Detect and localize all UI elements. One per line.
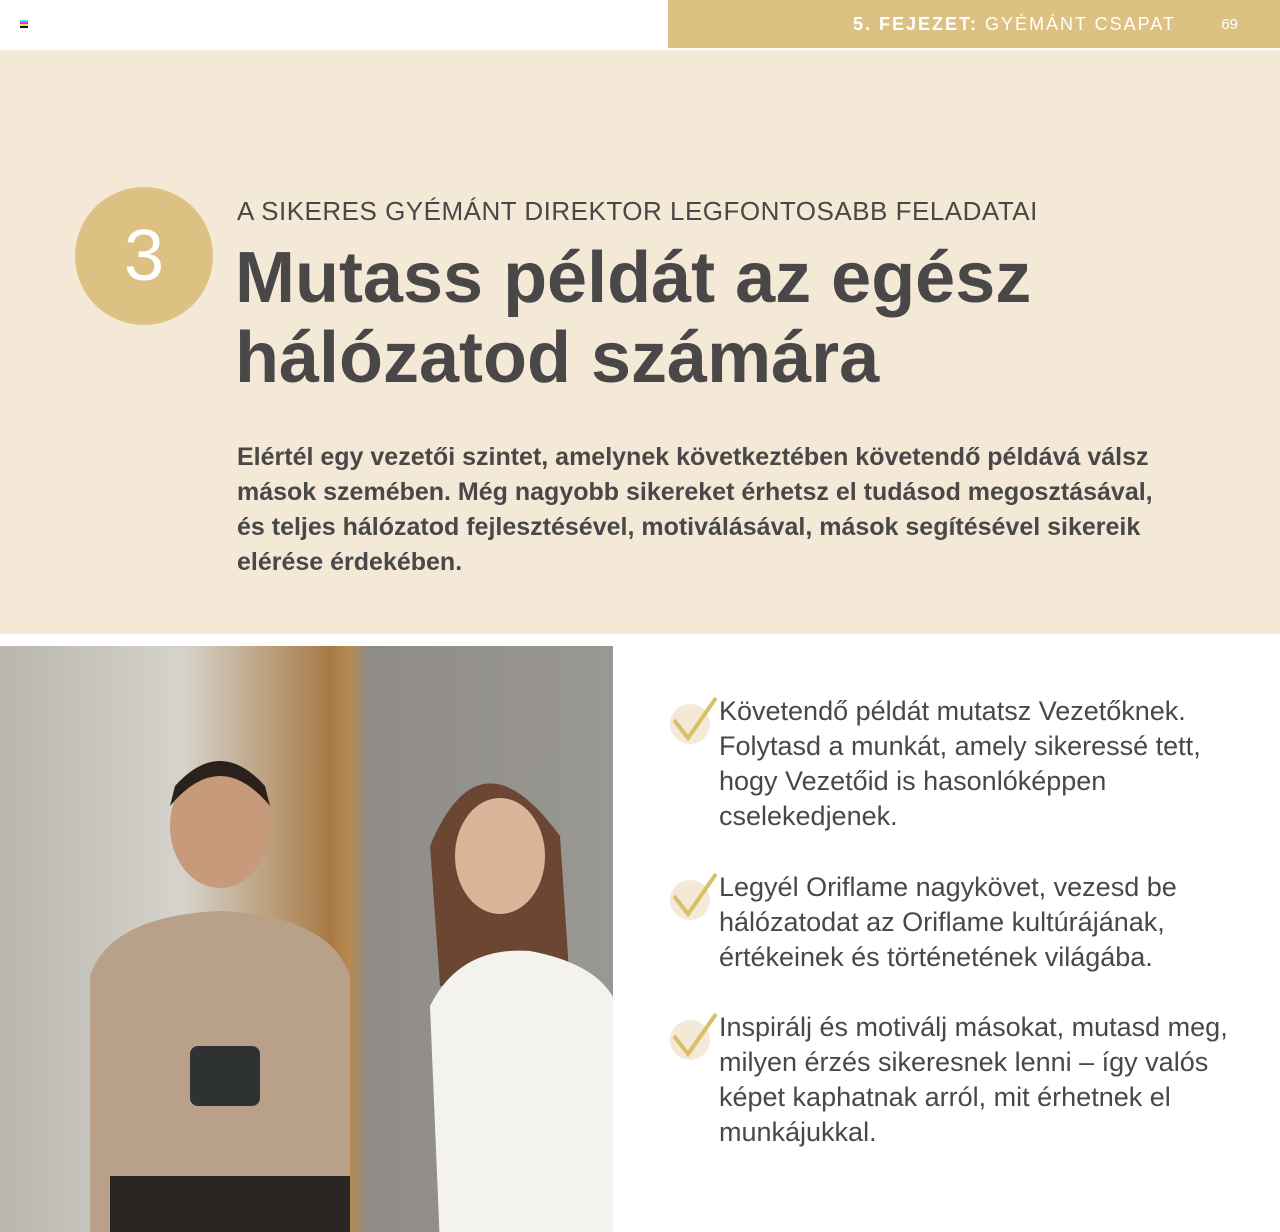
lead-paragraph: Elértél egy vezetői szintet, amelynek következtében követendő példává válsz mások szemében. Még nagyobb sikereket érhetsz el tudásod megosztásával, és teljes hálózatod fejlesztésével, motiválásával, mások segítésével sikereik elérése érdekében. <box>237 443 1153 576</box>
list-item-text: Követendő példát mutatsz Vezetőknek. Folytasd a munkát, amely sikeressé tett, hogy Vezetőid is hasonlóképpen cselekedjenek. <box>719 696 1201 831</box>
checkmark-icon <box>668 870 718 920</box>
page-number: 69 <box>1221 16 1238 33</box>
page-title <box>235 238 1031 398</box>
chapter-header <box>668 0 1280 48</box>
list-item <box>668 1010 1228 1150</box>
chapter-title: GYÉMÁNT CSAPAT <box>977 14 1176 34</box>
title-line: hálózatod számára <box>235 318 880 398</box>
step-number-badge: 3 <box>75 187 213 325</box>
list-item <box>668 870 1228 975</box>
woman-right-figure <box>420 726 613 1232</box>
color-bar-icon <box>20 20 28 28</box>
list-item-text: Inspirálj és motiválj másokat, mutasd meg, milyen érzés sikeresnek lenni – így valós képet kaphatnak arról, mit érhetnek el munkájukkal. <box>719 1012 1228 1147</box>
woman-left-figure <box>50 746 370 1232</box>
photo-two-women <box>0 646 613 1232</box>
list-item-text: Legyél Oriflame nagykövet, vezesd be hálózatodat az Oriflame kultúrájának, értékeinek és történetének világába. <box>719 872 1177 972</box>
checkmark-icon <box>668 694 718 744</box>
title-line: Mutass példát az egész <box>235 238 1032 318</box>
checkmark-icon <box>668 1010 718 1060</box>
section-kicker: A SIKERES GYÉMÁNT DIREKTOR LEGFONTOSABB FELADATAI <box>237 196 1038 226</box>
chapter-label: 5. FEJEZET: <box>852 14 978 34</box>
list-item <box>668 694 1228 834</box>
